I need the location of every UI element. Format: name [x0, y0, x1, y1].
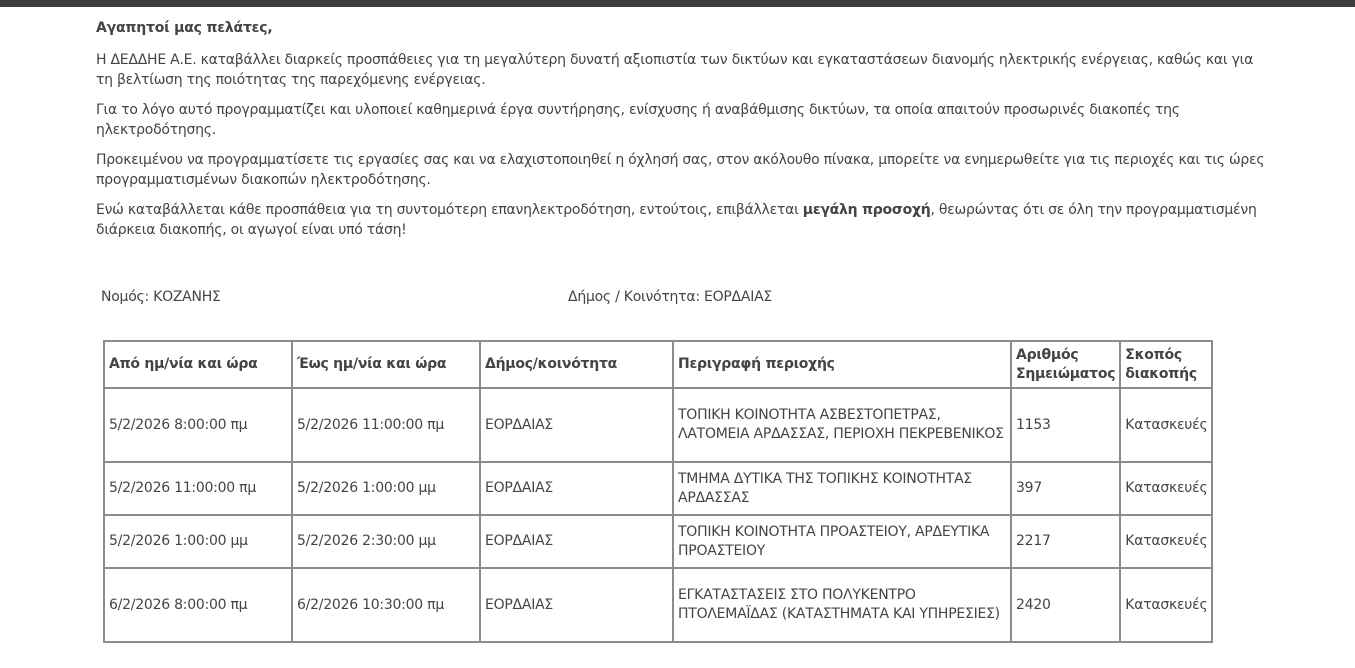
header-purpose-line1: Σκοπός	[1125, 346, 1182, 363]
cell-note-number: 2420	[1011, 568, 1120, 642]
header-area: Περιγραφή περιοχής	[673, 341, 1011, 388]
warning-paragraph	[96, 200, 1271, 240]
cell-to: 5/2/2026 11:00:00 πμ	[292, 388, 480, 462]
prefecture-label: Νομός: ΚΟΖΑΝΗΣ	[101, 289, 221, 305]
header-purpose	[1120, 341, 1212, 388]
cell-municipality: ΕΟΡΔΑΙΑΣ	[480, 388, 673, 462]
cell-to: 5/2/2026 1:00:00 μμ	[292, 462, 480, 515]
cell-area: ΕΓΚΑΤΑΣΤΑΣΕΙΣ ΣΤΟ ΠΟΛΥΚΕΝΤΡΟ ΠΤΟΛΕΜΑΪΔΑΣ (ΚΑΤΑΣΤΗΜΑΤΑ ΚΑΙ ΥΠΗΡΕΣΙΕΣ)	[673, 568, 1011, 642]
cell-to: 6/2/2026 10:30:00 πμ	[292, 568, 480, 642]
greeting-heading: Αγαπητοί μας πελάτες,	[96, 20, 273, 36]
table-row	[104, 388, 1212, 462]
cell-purpose: Κατασκευές	[1120, 568, 1212, 642]
warning-text-after: , θεωρώντας ότι σε όλη την προγραμματισμένη διάρκεια διακοπής, οι αγωγοί είναι υπό τάση!	[96, 202, 1257, 238]
cell-from: 5/2/2026 1:00:00 μμ	[104, 515, 292, 568]
intro-paragraph-3: Προκειμένου να προγραμματίσετε τις εργασίες σας και να ελαχιστοποιηθεί η όχλησή σας, στον ακόλουθο πίνακα, μπορείτε να ενημερωθείτε για τις περιοχές και τις ώρες προγραμματισμένων διακοπών ηλεκτροδότησης.	[96, 152, 1265, 188]
header-note-number-line1: Αριθμός	[1016, 346, 1079, 363]
cell-note-number: 2217	[1011, 515, 1120, 568]
header-note-number	[1011, 341, 1120, 388]
header-note-number-line2: Σημειώματος	[1016, 365, 1116, 382]
table-row	[104, 568, 1212, 642]
intro-paragraph-1: Η ΔΕΔΔΗΕ Α.Ε. καταβάλλει διαρκείς προσπάθειες για τη μεγαλύτερη δυνατή αξιοπιστία των δικτύων και εγκαταστάσεων διανομής ηλεκτρικής ενέργειας, καθώς και για τη βελτίωση της ποιότητας της παρεχόμενης ενέργειας.	[96, 52, 1254, 88]
cell-purpose: Κατασκευές	[1120, 515, 1212, 568]
selected-filters	[101, 289, 901, 309]
cell-note-number: 397	[1011, 462, 1120, 515]
header-municipality: Δήμος/κοινότητα	[480, 341, 673, 388]
cell-from: 5/2/2026 11:00:00 πμ	[104, 462, 292, 515]
warning-text-before: Ενώ καταβάλλεται κάθε προσπάθεια για τη συντομότερη επανηλεκτροδότηση, εντούτοις, επιβάλλεται	[96, 202, 803, 218]
cell-from: 6/2/2026 8:00:00 πμ	[104, 568, 292, 642]
cell-municipality: ΕΟΡΔΑΙΑΣ	[480, 515, 673, 568]
cell-area: ΤΟΠΙΚΗ ΚΟΙΝΟΤΗΤΑ ΑΣΒΕΣΤΟΠΕΤΡΑΣ, ΛΑΤΟΜΕΙΑ ΑΡΔΑΣΣΑΣ, ΠΕΡΙΟΧΗ ΠΕΚΡΕΒΕΝΙΚΟΣ	[673, 388, 1011, 462]
cell-area: ΤΜΗΜΑ ΔΥΤΙΚΑ ΤΗΣ ΤΟΠΙΚΗΣ ΚΟΙΝΟΤΗΤΑΣ ΑΡΔΑΣΣΑΣ	[673, 462, 1011, 515]
intro-paragraph-2: Για το λόγο αυτό προγραμματίζει και υλοποιεί καθημερινά έργα συντήρησης, ενίσχυσης ή αναβάθμισης δικτύων, τα οποία απαιτούν προσωρινές διακοπές της ηλεκτροδότησης.	[96, 102, 1180, 138]
cell-purpose: Κατασκευές	[1120, 388, 1212, 462]
cell-area: ΤΟΠΙΚΗ ΚΟΙΝΟΤΗΤΑ ΠΡΟΑΣΤΕΙΟΥ, ΑΡΔΕΥΤΙΚΑ ΠΡΟΑΣΤΕΙΟΥ	[673, 515, 1011, 568]
intro-section	[96, 18, 1271, 250]
cell-from: 5/2/2026 8:00:00 πμ	[104, 388, 292, 462]
cell-to: 5/2/2026 2:30:00 μμ	[292, 515, 480, 568]
table-row	[104, 462, 1212, 515]
header-to: Έως ημ/νία και ώρα	[292, 341, 480, 388]
table-header-row	[104, 341, 1212, 388]
header-from: Από ημ/νία και ώρα	[104, 341, 292, 388]
warning-emphasis: μεγάλη προσοχή	[802, 202, 931, 218]
browser-top-bar	[0, 0, 1355, 7]
cell-purpose: Κατασκευές	[1120, 462, 1212, 515]
cell-municipality: ΕΟΡΔΑΙΑΣ	[480, 462, 673, 515]
table-row	[104, 515, 1212, 568]
municipality-label: Δήμος / Κοινότητα: ΕΟΡΔΑΙΑΣ	[568, 289, 773, 305]
header-purpose-line2: διακοπής	[1125, 365, 1197, 382]
cell-municipality: ΕΟΡΔΑΙΑΣ	[480, 568, 673, 642]
cell-note-number: 1153	[1011, 388, 1120, 462]
outages-table	[103, 340, 1213, 643]
